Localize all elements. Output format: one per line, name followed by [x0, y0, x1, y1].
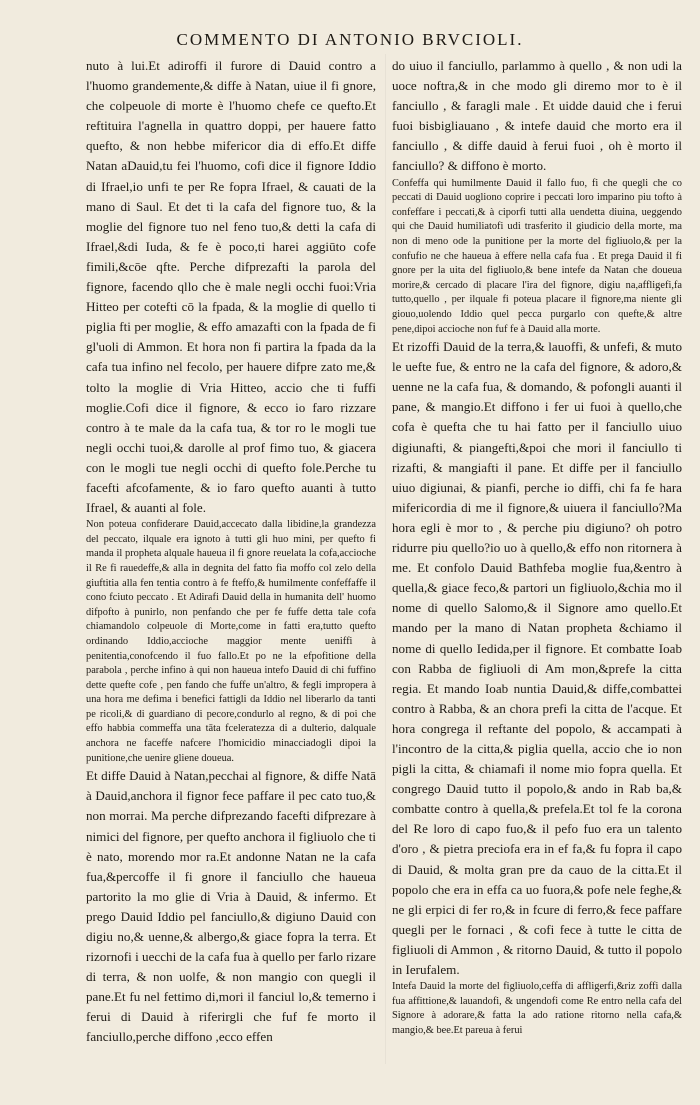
column-gutter — [385, 54, 386, 1064]
left-column — [86, 56, 376, 1048]
commentary-block: Confeffa qui humilmente Dauid il fallo fuo, fi che quegli che co peccati di Dauid uogliono coprire i peccati loro imparino piu tofto à confeffare i peccati,& à ciporfi tutti alla uendetta diuina, ueggendo qui che Dauid humiliatofi udi trasferito il giudicio della morte, ma non di meno ode la punitione per la morte del figliuolo,& per la confufio ne che haueua à effere nella cafa fua . Et prega Dauid il fi gnore per la uita del figliuolo,& bene intefe da Natan che doueua morire,& cercado di placare l'ira del fignore, digiu na,affligefi,fa tutto,quello , per ilquale fi poteua placare il fignore,ma niente gli giouo,uolendo Iddio quel pecca purgarlo con quefte,& altre pene,dipoi accioche non fuf fe à Dauid alla morte. — [392, 177, 682, 335]
commentary-block: Non poteua confiderare Dauid,accecato dalla libidine,la grandezza del peccato, ilquale era ignoto à tutti gli huo mini, per quefto fi manda il propheta alquale haueua il fi gnore reuelata la cofa,accioche il Re fi rauedeffe,& alla in degnita del fatto fia moffo col zelo della giuftitia alla fen tentia contro à fe fteffo,& humilmente confeffaffe il cono fciuto peccato . Et Adirafi Dauid della in humanita dell' huomo difpofto à punirlo, non penfando che per fe fuffe detta tale cofa chiamandolo colpeuole di Morte,come in fatti era,tutto quefto ordinando Iddio,accioche maggior mente ueniffi à penitentia,conofcendo il fuo fallo.Et po ne la efpofitione della parabola , perche infino à qui non haueua intefo Dauid di chi fuffino dette quefte cofe , pen fando che fuffe un'altro, & fegli impropera à una hora me defima i benefici fattigli da Iddio nel liberarlo da tanti pe ricoli,& di guardiano di pecore,condurlo al regno, & di poi che effo habbia commeffa una tāta fceleratezza di a dulterio, dalquale anchora ne faceffe nafcere l'homicidio minacciadogli dipoi la punitione,che uenire gliene doueua. — [86, 519, 376, 764]
scripture-text-block: do uiuo il fanciullo, parlammo à quello , & non udi la uoce noftra,& in che modo gli diremo mor to è il fanciullo , & faragli male . Et uidde dauid che i ferui fuoi bisbigliauano , & intefe dauid che morto era il fanciullo , & diffe dauid à ferui fuoi , oh è morto il fanciullo? & diffono è morto. — [392, 58, 682, 174]
scripture-text-block: nuto à lui.Et adiroffi il furore di Dauid contro a l'huomo grandemente,& diffe à Natan, uiue il fi gnore, che colpeuole di morte è l'huomo chefe ce quefto.Et reftituira l'agnella in quattro doppi, per hauere fatto quefto, & non hebbe mifericor dia di effo.Et diffe Natan aDauid,tu fei l'huomo, cofi dice il fignore Iddio di Ifrael,io unfi te per Re fopra Ifrael, & cauati de la mano di Saul. Et det ti la cafa del fignore tuo, & la moglie del fignore tuo nel feno tuo,& detti la cafa di Ifrael,&di Iuda, & fe è poco,ti harei aggiūto cofe fimili,&cōe qfte. Perche difprezafti la parola del fignore, facendo qllo che è male negli occhi fuoi:Vria Hitteo per cotefti cō la fpada, & la moglie di quello ti piglia fti per moglie, & effo amazafti con la fpada de fi gl'uoli di Ammon. Et hora non fi partira la fpada da la cafa tua infino nel fecolo, per hauere difpre zato me,& tolto la moglie di Vria Hitteo, accio che ti fuffi moglie.Cofi dice il fignore, & ecco io faro rizzare contro à te male da la cafa tua, & tor ro le mogli tue negli occhi tuoi,& darolle al prof fimo tuo, & giacera con le mogli tue negli occhi di quefto fole.Perche tu facefti afcofamente, & io faro quefto auanti à tutto Ifrael, & auanti al fole. — [86, 58, 376, 516]
scripture-text-block: Et rizoffi Dauid de la terra,& lauoffi, & unfefi, & muto le uefte fue, & entro ne la cafa del fignore, & adoro,& uenne ne la cafa fua, & domando, & pofongli auanti il pane, & mangio.Et diffono i fer ui fuoi à quello,che cofa è quefta che tu hai fatto per il fanciullo uiuo digiunafti, & piangefti,&poi che mori il fanciullo ti rizafti, & mangiafti il pane. Et diffe per il fanciullo uiuo digiunai, & pianfi, perche io diffi, chi fa fe hara mifericordia di me il fignore,& uiuera il fanciullo?Ma hora egli è mor to , & perche piu digiuno? oh potro ridurre piu quello?io uo à quello,& effo non ritornera à me. Et confolo Dauid Bathfeba moglie fua,&entro à quella,& giace feco,& partori un figliuolo,&chia mo il nome di quello Salomo,& il Signore amo quello.Et mando per la mano di Natan propheta &chiamo il nome di quello Iedida,per il fignore. Et combatte Ioab con Rabba de figliuoli di Am mon,&prefe la citta regia. Et mando Ioab nuntia Dauid,& diffe,combattei contro à Rabba, & an chora prefi la citta de l'acque. Et hora congrega il reftante del popolo, & accampati à l'incontro de la citta,& piglia quella, accio che io non pigli la citta, & chiamafi il nome mio fopra quella. Et congrego Dauid tutto il popolo,& ando in Rab ba,& combatte contro à quella,& prefela.Et tol fe la corona del Re loro di capo fuo,& il pefo fuo era un talento d'oro , & pietra preciofa era in ef fa,& fu fopra il capo di Dauid, & molta gran pre da cauo de la citta.Et il popolo che era in effa ca uo fuora,& pofe nele feghe,& ne gli erpici di fer ro,& in fcure di ferro,& fece paffare quegli per le fornaci , & cofi fece à tutte le citta de figliuoli di Ammon , & ritorno Dauid, & tutto il popolo in Ierufalem. — [392, 339, 682, 977]
commentary-block: Intefa Dauid la morte del figliuolo,ceffa di affligerfi,&riz zoffi dalla fua affittione,& lauandofi, & ungendofi come Re entro nella cafa del Signore à adorare,& fatta la ado ratione ritorno nella cafa,& mangio,& bee.Et pareua à ferui — [392, 981, 682, 1036]
right-column — [392, 56, 682, 1038]
running-head: COMMENTO DI ANTONIO BRVCIOLI. — [176, 30, 524, 49]
scripture-text-block: Et diffe Dauid à Natan,pecchai al fignore, & diffe Natā à Dauid,anchora il fignor fece paffare il pec cato tuo,& non morrai. Ma perche difprezando facefti difprezare à nimici del fignore, per quefto anchora il figliuolo che ti è nato, morendo mor ra.Et andonne Natan ne la cafa fua,&percoffe il fi gnore il fanciullo che haueua partorito la mo glie di Vria à Dauid, & infermo. Et prego Dauid Iddio pel fanciullo,& digiuno Dauid con digiu no,& uenne,& albergo,& giace fopra la terra. Et rizornofi i uecchi de la cafa fua à quello per farlo rizare di terra, & non uolfe, & non mangio con quegli il pane.Et fu nel fettimo di,mori il fanciul lo,& temerno i ferui di Dauid à riferirgli che fuf fe morto il fanciullo,perche diffono ,ecco effen — [86, 768, 376, 1045]
